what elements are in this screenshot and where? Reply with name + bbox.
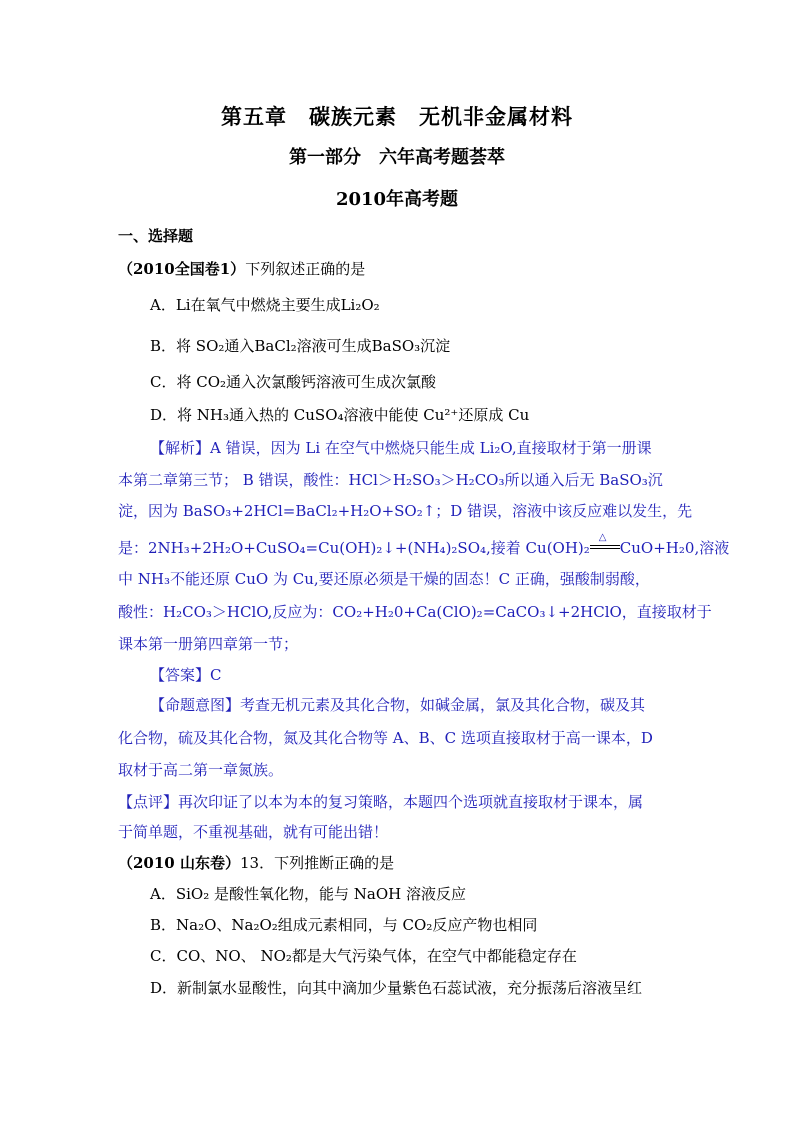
q1-intent-line-1: 【命题意图】考查无机元素及其化合物，如碱金属，氯及其化合物，碳及其: [150, 696, 646, 714]
q1-comment-line-1: 【点评】再次印证了以本为本的复习策略，本题四个选项就直接取材于课本，属: [118, 793, 644, 811]
q1-analysis-line-4-part-2: CuO+H₂0,溶液: [619, 539, 730, 557]
year-heading: 2010年高考题: [335, 189, 459, 210]
q2-option-a: A．SiO₂ 是酸性氧化物，能与 NaOH 溶液反应: [150, 885, 466, 903]
q1-comment-line-2: 于简单题，不重视基础，就有可能出错！: [118, 823, 389, 841]
question-1-text: 下列叙述正确的是: [245, 260, 366, 278]
q2-option-b: B．Na₂O、Na₂O₂组成元素相同，与 CO₂反应产物也相同: [150, 916, 538, 934]
q1-analysis-line-7: 课本第一册第四章第一节；: [118, 635, 299, 653]
heat-condition-symbol: [590, 532, 620, 555]
q1-analysis-line-1: 【解析】A 错误，因为 Li 在空气中燃烧只能生成 Li₂O,直接取材于第一册课: [150, 439, 652, 457]
chapter-title: 第五章 碳族元素 无机非金属材料: [221, 104, 573, 129]
question-2-text: 13．下列推断正确的是: [239, 854, 395, 872]
q1-intent-line-3: 取材于高二第一章氮族。: [118, 761, 284, 779]
heat-triangle-icon: △: [598, 532, 607, 543]
q1-analysis-line-6: 酸性：H₂CO₃＞HClO,反应为：CO₂+H₂0+Ca(ClO)₂=CaCO₃↓+2HClO，直接取材于: [118, 603, 712, 621]
q1-option-b: B．将 SO₂通入BaCl₂溶液可生成BaSO₃沉淀: [150, 337, 451, 355]
q1-option-c: C．将 CO₂通入次氯酸钙溶液可生成次氯酸: [150, 373, 437, 391]
q1-option-a: A．Li在氧气中燃烧主要生成Li₂O₂: [150, 296, 380, 314]
question-1-stem: [118, 259, 365, 279]
question-1-source: （2010全国卷1）: [118, 260, 246, 278]
question-2-stem: [118, 853, 394, 873]
q1-option-d: D．将 NH₃通入热的 CuSO₄溶液中能使 Cu²⁺还原成 Cu: [150, 406, 530, 424]
q1-analysis-line-2: 本第二章第三节； B 错误，酸性：HCl＞H₂SO₃＞H₂CO₃所以通入后无 BaSO₃沉: [118, 471, 663, 489]
question-2-source: （2010 山东卷）: [118, 854, 240, 872]
q1-analysis-line-4-part-1: 是：2NH₃+2H₂O+CuSO₄=Cu(OH)₂↓+(NH₄)₂SO₄,接着 Cu(OH)₂: [118, 539, 590, 557]
q1-intent-line-2: 化合物，硫及其化合物，氮及其化合物等 A、B、C 选项直接取材于高一课本，D: [118, 729, 653, 747]
q1-answer: 【答案】C: [150, 666, 222, 684]
q1-analysis-line-3: 淀，因为 BaSO₃+2HCl=BaCl₂+H₂O+SO₂↑；D 错误，溶液中该反应难以发生，先: [118, 502, 693, 520]
q1-analysis-line-5: 中 NH₃不能还原 CuO 为 Cu,要还原必须是干燥的固态！C 正确，强酸制弱酸，: [118, 570, 650, 588]
section-heading: 一、选择题: [118, 227, 194, 245]
q1-analysis-line-4: [118, 532, 730, 558]
part-title: 第一部分 六年高考题荟萃: [289, 147, 505, 168]
q2-option-c: C．CO、NO、 NO₂都是大气污染气体，在空气中都能稳定存在: [150, 947, 577, 965]
q2-option-d: D．新制氯水显酸性，向其中滴加少量紫色石蕊试液，充分振荡后溶液呈红: [150, 979, 643, 997]
